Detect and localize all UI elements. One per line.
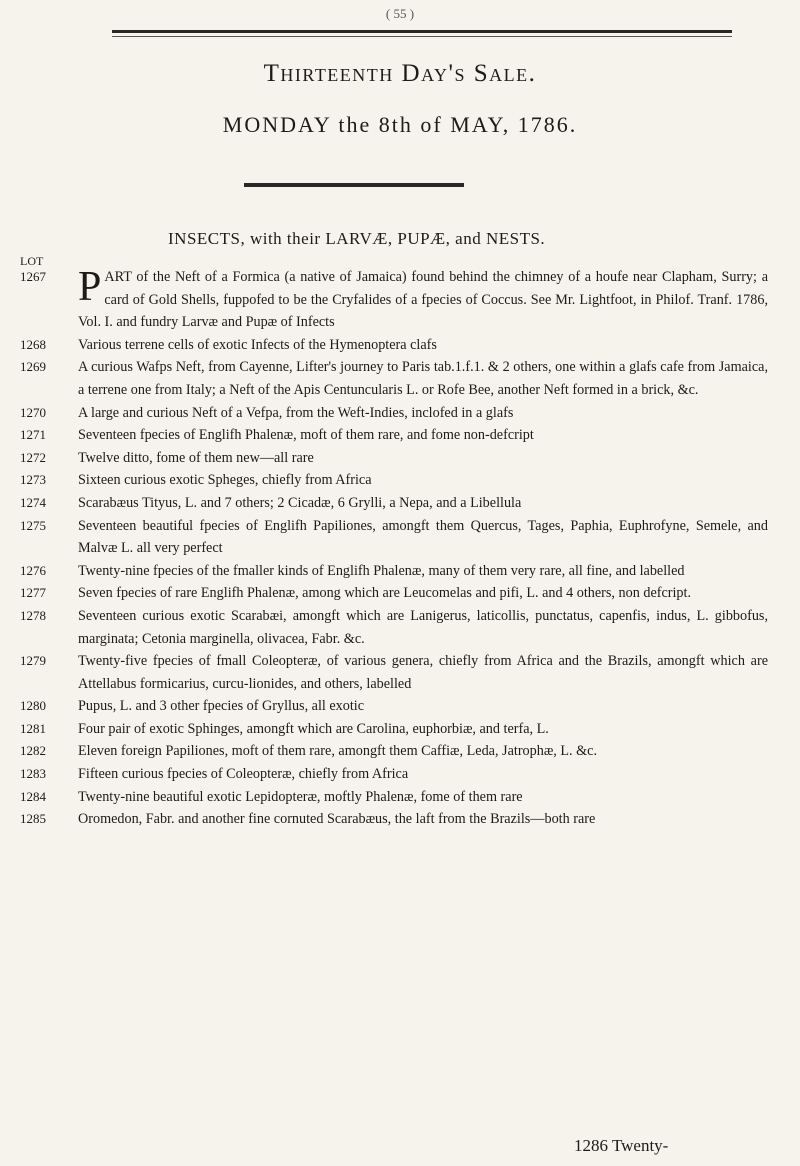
lot-number: 1278 (20, 607, 46, 623)
lot-number: 1272 (20, 449, 46, 465)
lot-list (20, 266, 780, 831)
lot-number: 1285 (20, 811, 46, 827)
lot-description: Seven fpecies of rare Englifh Phalenæ, among which are Leucomelas and pifi, L. and 4 others, non defcript. (78, 585, 692, 602)
top-rule (112, 30, 732, 33)
catchword: 1286 Twenty- (574, 1136, 669, 1155)
lot-number: 1284 (20, 788, 46, 804)
lot-entry (20, 402, 780, 425)
lot-entry (20, 740, 780, 763)
lot-entry (20, 718, 780, 741)
lot-entry (20, 650, 780, 695)
section-rule (244, 183, 464, 187)
lot-description: Oromedon, Fabr. and another fine cornuted Scarabæus, the laft from the Brazils—both rare (78, 811, 596, 828)
lot-number: 1268 (20, 336, 46, 352)
lot-entry (20, 605, 780, 650)
lot-entry (20, 266, 780, 334)
lot-description: Pupus, L. and 3 other fpecies of Gryllus, all exotic (78, 698, 365, 715)
lot-description: Seventeen curious exotic Scarabæi, amongft which are Lanigerus, laticollis, punctatus, capenfis, indus, L. gibbofus, marginata; Cetonia marginella, olivacea, Fabr. &c. (78, 607, 768, 647)
lot-description: Seventeen beautiful fpecies of Englifh Papiliones, amongft them Quercus, Tages, Paphia, Euphrofyne, Semele, and Malvæ L. all very perfect (78, 517, 768, 557)
lot-entry (20, 695, 780, 718)
lot-number: 1274 (20, 494, 46, 510)
lot-entry (20, 424, 780, 447)
lot-entry (20, 786, 780, 809)
lot-number: 1271 (20, 427, 46, 443)
page-title: Thirteenth Day's Sale. (263, 60, 537, 87)
lot-description: Seventeen fpecies of Englifh Phalenæ, moft of them rare, and fome non-defcript (78, 427, 534, 444)
lot-entry (20, 469, 780, 492)
lot-description: Eleven foreign Papiliones, moft of them rare, amongft them Caffiæ, Leda, Jatrophæ, L. &c. (78, 743, 598, 760)
lot-number: 1277 (20, 585, 46, 601)
lot-entry (20, 447, 780, 470)
page-subtitle: MONDAY the 8th of MAY, 1786. (222, 112, 578, 137)
top-rule-thin (112, 36, 732, 37)
lot-number: 1276 (20, 562, 46, 578)
lot-number: 1281 (20, 720, 46, 736)
lot-description: Four pair of exotic Sphinges, amongft which are Carolina, euphorbiæ, and terfa, L. (78, 720, 549, 737)
lot-number: 1282 (20, 743, 46, 759)
lot-entry (20, 763, 780, 786)
lot-entry (20, 582, 780, 605)
page-number: ( 55 ) (385, 6, 415, 21)
lot-number: 1283 (20, 766, 46, 782)
lot-description: Twenty-nine beautiful exotic Lepidopteræ, moftly Phalenæ, fome of them rare (78, 788, 523, 805)
lot-entry (20, 492, 780, 515)
lot-description: Fifteen curious fpecies of Coleopteræ, chiefly from Africa (78, 766, 409, 783)
lot-description: Scarabæus Tityus, L. and 7 others; 2 Cicadæ, 6 Grylli, a Nepa, and a Libellula (78, 494, 522, 511)
lot-entry (20, 560, 780, 583)
lot-number: 1279 (20, 653, 46, 669)
lot-description: Twenty-five fpecies of fmall Coleopteræ, of various genera, chiefly from Africa and the Brazils, amongft which are Attellabus formicarius, curcu-lionides, and others, labelled (78, 653, 768, 692)
lot-description: PART of the Neft of a Formica (a native of Jamaica) found behind the chimney of a houfe near Clapham, Surry; a card of Gold Shells, fuppofed to be the Cryfalides of a fpecies of Coccus. See Mr. Lightfoot, in Philof. Tranf. 1786, Vol. I. and fundry Larvæ and Pupæ of Infects (78, 264, 768, 331)
lot-description: A large and curious Neft of a Vefpa, from the Weft-Indies, inclofed in a glafs (78, 404, 514, 421)
lot-number: 1273 (20, 472, 46, 488)
lot-number: 1267 (20, 269, 46, 284)
lot-number: 1269 (20, 359, 46, 375)
lot-description: Sixteen curious exotic Spheges, chiefly from Africa (78, 472, 372, 489)
lot-description: Various terrene cells of exotic Infects of the Hymenoptera clafs (78, 336, 437, 353)
lot-entry (20, 808, 780, 831)
lot-number: 1270 (20, 404, 46, 420)
lot-description: A curious Wafps Neft, from Cayenne, Lifter's journey to Paris tab.1.f.1. & 2 others, one within a glafs cafe from Jamaica, a terrene one from Italy; a Neft of the Apis Centuncularis L. or Rofe Bee, another Neft formed in a brick, &c. (78, 359, 768, 398)
lot-number: 1280 (20, 698, 46, 714)
drop-cap: P (78, 264, 102, 310)
lot-description: Twenty-nine fpecies of the fmaller kinds of Englifh Phalenæ, many of them very rare, all fine, and labelled (78, 562, 685, 579)
lot-entry (20, 334, 780, 357)
section-heading: INSECTS, with their LARVÆ, PUPÆ, and NESTS. (168, 229, 546, 248)
lot-description: Twelve ditto, fome of them new—all rare (78, 449, 314, 466)
lot-entry (20, 356, 780, 401)
lot-entry (20, 515, 780, 560)
lot-number: 1275 (20, 517, 46, 533)
lot-column-header: LOT (20, 254, 44, 268)
